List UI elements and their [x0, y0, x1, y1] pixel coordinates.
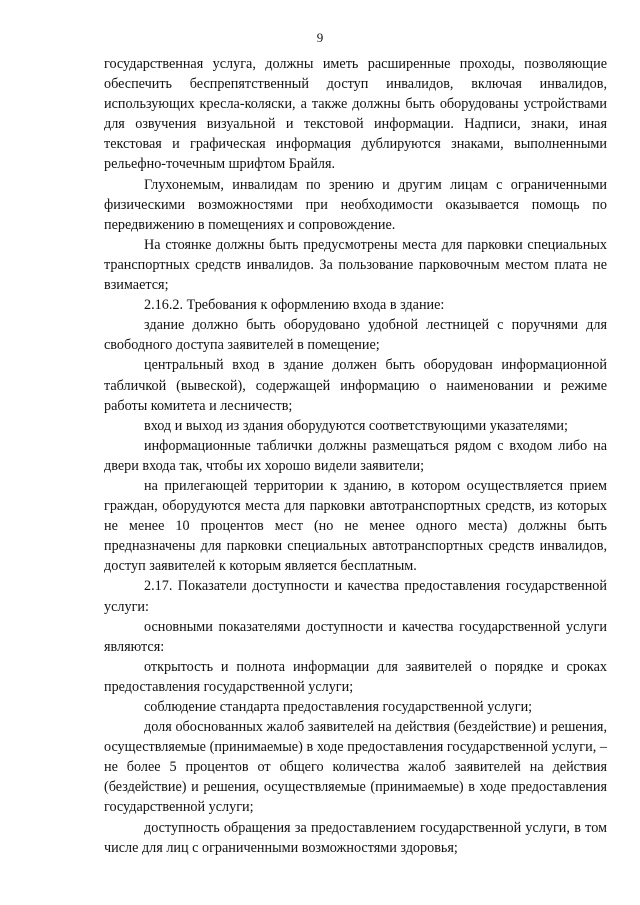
- paragraph: информационные таблички должны размещаться рядом с входом либо на двери входа так, чтобы их хорошо видели заявители;: [104, 437, 607, 474]
- paragraph: На стоянке должны быть предусмотрены места для парковки специальных транспортных средств инвалидов. За пользование парковочным местом плата не взимается;: [104, 236, 607, 294]
- paragraph: соблюдение стандарта предоставления государственной услуги;: [144, 699, 533, 715]
- section-heading: 2.16.2. Требования к оформлению входа в здание:: [144, 297, 445, 314]
- paragraph: на прилегающей территории к зданию, в котором осуществляется прием граждан, оборудуются места для парковки автотранспортных средств, из которых не менее 10 процентов мест (но не менее одного места) должны быть предназначены для парковки специальных автотранспортных средств инвалидов, доступ заявителей к которым является бесплатным.: [104, 477, 607, 575]
- page-number: 9: [316, 30, 324, 45]
- paragraph: вход и выход из здания оборудуются соответствующими указателями;: [144, 417, 568, 434]
- paragraph: Глухонемым, инвалидам по зрению и другим лицам с ограниченными физическими возможностями при необходимости оказывается помощь по передвижению в помещениях и сопровождение.: [104, 176, 607, 233]
- paragraph: открытость и полнота информации для заявителей о порядке и сроках предоставления государственной услуги;: [104, 658, 607, 695]
- paragraph: здание должно быть оборудовано удобной лестницей с поручнями для свободного доступа заявителей в помещение;: [104, 317, 607, 354]
- paragraph: государственная услуга, должны иметь расширенные проходы, позволяющие обеспечить беспрепятственный доступ инвалидов, включая инвалидов, использующих кресла-коляски, а также должны быть оборудованы устройствами для озвучения визуальной и текстовой информации. Надписи, знаки, иная текстовая и графическая информация дублируются знаками, выполненными рельефно-точечным шрифтом Брайля.: [104, 56, 607, 173]
- paragraph: доля обоснованных жалоб заявителей на действия (бездействие) и решения, осуществляемые (принимаемые) в ходе предоставления государственной услуги, – не более 5 процентов от общего количества жалоб заявителей на действия (бездействие) и решения, осуществляемые (принимаемые) в ходе предоставления государственной услуги;: [104, 719, 607, 816]
- paragraph: основными показателями доступности и качества государственной услуги являются:: [104, 618, 607, 655]
- document-body: [104, 54, 607, 858]
- paragraph: центральный вход в здание должен быть оборудован информационной табличкой (вывеской), содержащей информацию о наименовании и режиме работы комитета и лесничеств;: [104, 357, 607, 414]
- paragraph: доступность обращения за предоставлением государственной услуги, в том числе для лиц с ограниченными возможностями здоровья;: [104, 819, 607, 856]
- section-heading: 2.17. Показатели доступности и качества предоставления государственной услуги:: [104, 578, 607, 615]
